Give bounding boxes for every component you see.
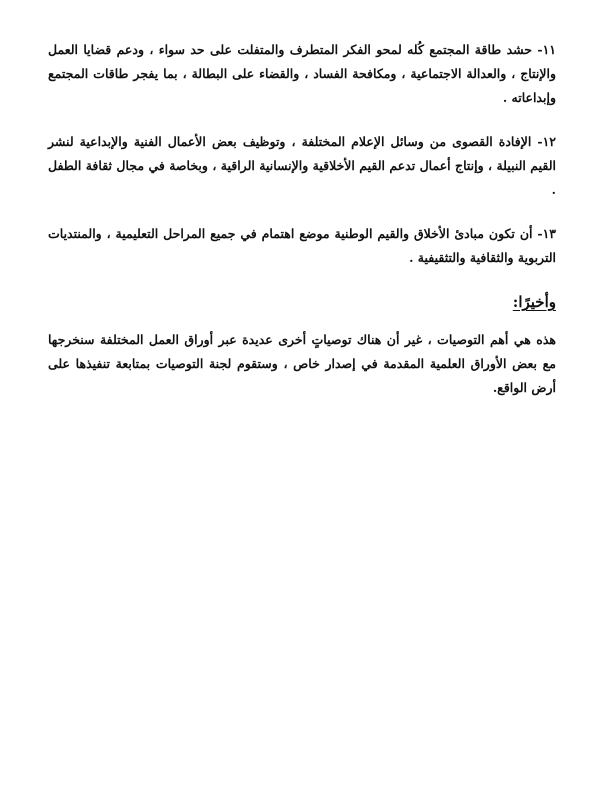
closing-heading: وأخيرًا: (512, 293, 556, 311)
recommendation-11: ١١- حشد طاقة المجتمع كُله لمحو الفكر المتطرف والمتفلت على حد سواء ، ودعم قضايا العمل والإنتاج ، والعدالة الاجتماعية ، ومكافحة الفساد ، والقضاء على البطالة ، بما يفجر طاقات المجتمع وإبداعاته . (48, 42, 556, 105)
recommendation-12: ١٢- الإفادة القصوى من وسائل الإعلام المختلفة ، وتوظيف بعض الأعمال الفنية والإبداعية لنشر القيم النبيلة ، وإنتاج أعمال تدعم القيم الأخلاقية والإنسانية الراقية ، وبخاصة في مجال ثقافة الطفل . (48, 134, 556, 197)
document-body (48, 38, 556, 400)
closing-paragraph: هذه هي أهم التوصيات ، غير أن هناك توصياتٍ أخرى عديدة عبر أوراق العمل المختلفة سنخرجها مع بعض الأوراق العلمية المقدمة في إصدار خاص ، وستقوم لجنة التوصيات بمتابعة تنفيذها على أرض الواقع. (48, 332, 556, 395)
recommendation-13: ١٣- أن تكون مبادئ الأخلاق والقيم الوطنية موضع اهتمام في جميع المراحل التعليمية ، والمنتديات التربوية والثقافية والتثقيفية . (48, 226, 556, 265)
